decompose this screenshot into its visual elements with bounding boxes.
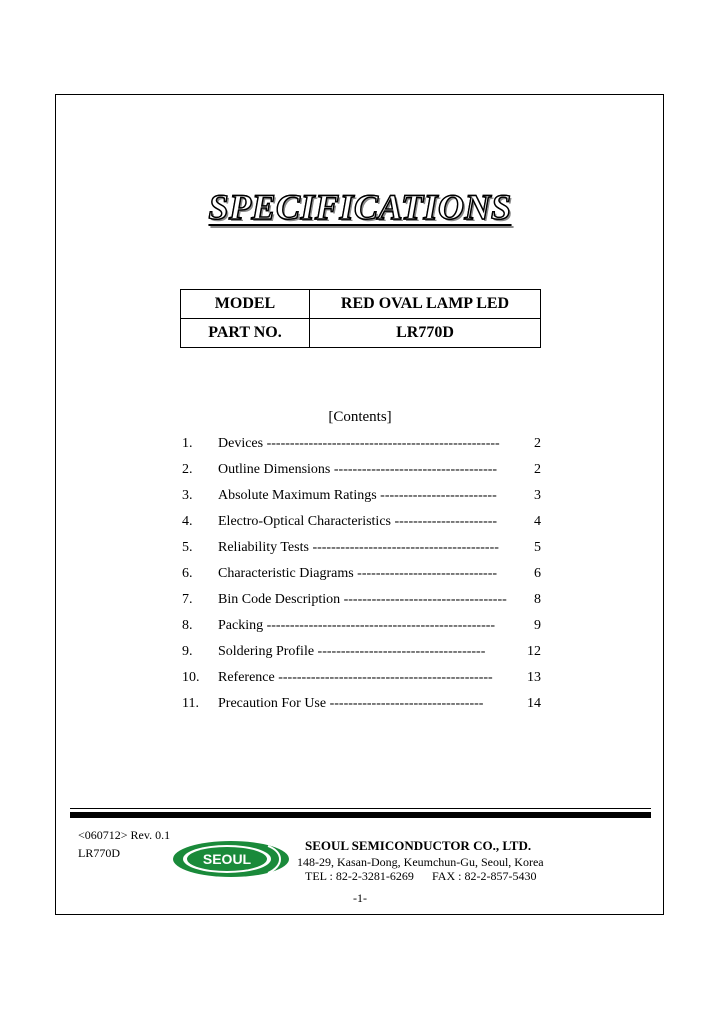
- model-label: MODEL: [181, 290, 310, 319]
- toc-label: Soldering Profile: [218, 644, 315, 659]
- toc-page: 2: [534, 462, 541, 477]
- toc-number: 7.: [182, 592, 193, 607]
- toc-page: 6: [534, 566, 541, 581]
- toc-leader: ----------------------------------------: [312, 540, 499, 555]
- toc-page: 12: [527, 644, 541, 659]
- toc-leader: ----------------------: [394, 514, 498, 529]
- toc-page: 9: [534, 618, 541, 633]
- toc-page: 3: [534, 488, 541, 503]
- toc-label: Bin Code Description: [218, 592, 341, 607]
- toc-leader: -------------------------------------------------: [266, 618, 496, 633]
- toc-item[interactable]: [175, 434, 555, 460]
- toc-item[interactable]: [175, 590, 555, 616]
- toc-page: 14: [527, 696, 541, 711]
- logo-text: SEOUL: [202, 851, 252, 867]
- footer-rule-thin: [70, 808, 651, 809]
- toc-page: 13: [527, 670, 541, 685]
- toc-number: 5.: [182, 540, 193, 555]
- toc-item[interactable]: [175, 642, 555, 668]
- toc-number: 9.: [182, 644, 193, 659]
- toc-number: 3.: [182, 488, 193, 503]
- toc-number: 2.: [182, 462, 193, 477]
- toc-number: 1.: [182, 436, 193, 451]
- toc-number: 11.: [182, 696, 199, 711]
- toc-item[interactable]: [175, 460, 555, 486]
- toc-label: Packing: [218, 618, 264, 633]
- company-fax: FAX : 82-2-857-5430: [432, 869, 537, 883]
- toc-number: 6.: [182, 566, 193, 581]
- toc-label: Reliability Tests: [218, 540, 309, 555]
- toc-label: Reference: [218, 670, 275, 685]
- seoul-logo: [172, 840, 290, 878]
- toc-page: 4: [534, 514, 541, 529]
- toc-leader: ------------------------------: [357, 566, 498, 581]
- page-number: -1-: [353, 891, 367, 905]
- company-address: 148-29, Kasan-Dong, Keumchun-Gu, Seoul, Korea: [297, 855, 544, 869]
- toc-number: 10.: [182, 670, 200, 685]
- toc-leader: -----------------------------------: [333, 462, 498, 477]
- part-value: LR770D: [310, 319, 541, 348]
- toc-label: Absolute Maximum Ratings: [218, 488, 377, 503]
- toc-page: 8: [534, 592, 541, 607]
- toc-page: 5: [534, 540, 541, 555]
- footer-rule-thick: [70, 812, 651, 818]
- document-title: SPECIFICATIONS: [208, 187, 512, 227]
- toc-leader: ----------------------------------------------: [278, 670, 493, 685]
- footer-model: LR770D: [78, 846, 120, 860]
- toc-number: 4.: [182, 514, 193, 529]
- toc-label: Devices: [218, 436, 264, 451]
- revision-label: <060712> Rev. 0.1: [78, 828, 171, 842]
- model-row: [181, 290, 541, 319]
- contents-heading: [Contents]: [328, 409, 392, 425]
- toc-item[interactable]: [175, 668, 555, 694]
- part-label: PART NO.: [181, 319, 310, 348]
- toc-leader: -------------------------: [380, 488, 497, 503]
- model-value: RED OVAL LAMP LED: [310, 290, 541, 319]
- toc-label: Precaution For Use: [218, 696, 327, 711]
- toc-leader: --------------------------------------------------: [266, 436, 500, 451]
- toc-item[interactable]: [175, 564, 555, 590]
- table-of-contents: [175, 434, 555, 720]
- toc-label: Characteristic Diagrams: [218, 566, 354, 581]
- toc-item[interactable]: [175, 486, 555, 512]
- toc-item[interactable]: [175, 694, 555, 720]
- toc-item[interactable]: [175, 512, 555, 538]
- toc-item[interactable]: [175, 538, 555, 564]
- company-tel: TEL : 82-2-3281-6269: [305, 869, 414, 883]
- toc-page: 2: [534, 436, 541, 451]
- toc-item[interactable]: [175, 616, 555, 642]
- model-table: [180, 289, 541, 348]
- toc-leader: ---------------------------------: [329, 696, 484, 711]
- toc-label: Outline Dimensions: [218, 462, 331, 477]
- part-row: [181, 319, 541, 348]
- company-name: SEOUL SEMICONDUCTOR CO., LTD.: [305, 838, 532, 853]
- toc-leader: ------------------------------------: [317, 644, 486, 659]
- toc-leader: -----------------------------------: [343, 592, 507, 607]
- toc-number: 8.: [182, 618, 193, 633]
- toc-label: Electro-Optical Characteristics: [218, 514, 391, 529]
